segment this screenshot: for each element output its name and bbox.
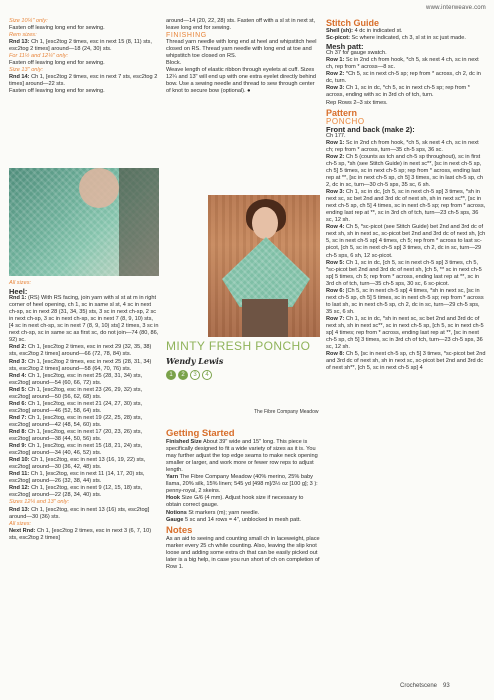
column-left-lower xyxy=(9,280,159,542)
instruction-text: Fasten off leaving long end for sewing. xyxy=(9,25,105,32)
instruction-paragraph xyxy=(166,18,320,32)
row-label: Gauge xyxy=(166,516,184,523)
instruction-paragraph xyxy=(9,344,159,358)
instruction-paragraph xyxy=(9,415,159,429)
instruction-text: Ch 1, sc in dc, [ch 5, sc in next ch-5 sp] 3 times, ch 5, *sc-picot bet 2nd and 3rd dc of next sh, [ch 5, ** sc in next ch-5 sp] 5 times, ch 5; rep from * across, ending last rep at **, sc in 3rd ch of tch, turn—35 ch-5 sps, 30 sc, 6 sc-picot. xyxy=(326,259,482,287)
instruction-text: About 39" wide and 15" long. This piece is specifically designed to fit a wide variety of sizes as it is. You may further adjust the top edge seams to make neck opening smaller or larger, and work more or fewer row reps to adjust length. xyxy=(166,439,318,474)
instruction-paragraph xyxy=(326,224,486,259)
size-label: All sizes: xyxy=(9,280,32,286)
row-label: Row 2: xyxy=(326,153,345,160)
row-label: Row 8: xyxy=(326,351,345,358)
instruction-text: Ch 5, *sc-picot (see Stitch Guide) bet 2nd and 3rd dc of next sh, sh in next sc, sc-picot bet 2nd and 3rd dc of next sh, [ch 5, sc in next ch-5 sp] 4 times, ch 5; rep from * across to last sc-picot, [ch 5, sc in next ch-5 sp] 3 times, ch 2, dc in sc, turn—29 ch-5 sps, 6 sh, 12 sc-picot. xyxy=(326,224,486,259)
instruction-paragraph xyxy=(9,88,159,95)
photo-sock-model xyxy=(9,168,159,276)
row-label: Rnd 2: xyxy=(9,344,27,351)
row-label: Shell (sh): xyxy=(326,28,354,35)
column-left xyxy=(9,18,159,96)
instruction-text: Ch 1, [esc2tog, esc in next 13 (16) sts, esc2tog] around—30 (36) sts. xyxy=(9,506,150,520)
instruction-text: Ch 1, [esc2tog, esc in next 19 (22, 25, 28) sts, esc2tog] around—42 (48, 54, 60) sts. xyxy=(9,414,143,428)
photo-poncho-model xyxy=(208,195,320,337)
mesh-patt-heading: Mesh patt: xyxy=(326,42,364,52)
row-label: Hook xyxy=(166,495,180,502)
section-subheading: Heel: xyxy=(9,287,28,297)
instruction-text: Ch 1, sc in dc, [ch 5, sc in next ch-5 sp] 3 times, *sh in next sc, sc bet 2nd and 3rd dc of next sh, sh in next sc**, [sc in next ch-5 sp, ch 5] 4 times, sc in next ch-5 sp; rep from * across, ending last rep at **, sc in 3rd ch of tch, turn—23 ch-5 sps, 36 sc, 12 sh. xyxy=(326,189,486,224)
instruction-text: Thread yarn needle with long end at heel and whipstitch heel closed on RS. Thread yarn needle with long end at toe and whipstitch toe closed on RS. xyxy=(166,39,317,60)
instruction-text: Ch 1, sc in dc, *sh in next sc, sc bet 2nd and 3rd dc of next sh, sh in next sc**, sc in next ch-5 sp, [ch 5, sc in next ch-5 sp] 4 times; rep from * across, ending last rep at **, [sc in next ch-5 sp, ch 5] 3 times, sc in 3rd ch of tch, turn—23 ch-5 sps, 36 sc, 12 sh. xyxy=(326,315,484,351)
skill-level-icon: 3 xyxy=(190,370,200,380)
row-label: Rnd 14: xyxy=(9,74,30,81)
finishing-instructions xyxy=(166,18,320,96)
poncho-subheading: PONCHO xyxy=(326,116,365,126)
instruction-paragraph xyxy=(9,25,159,32)
size-label: Size 10¼" only: xyxy=(9,18,48,24)
instruction-text: St markers (m); yarn needle. xyxy=(186,509,260,516)
stitch-guide-heading: Stitch Guide xyxy=(326,18,380,28)
instruction-text: [Ch 5, sc in next ch-5 sp] 4 times, *sh in next sc, [sc in next ch-5 sp, ch 5] 5 times, sc in next ch-5 sp; rep from * across to last sh, sc in next ch-5 sp, ch 2, dc in sc, turn—29 ch-5 sps, 35 sc, 6 sh. xyxy=(326,287,484,315)
stitch-guide xyxy=(326,28,486,42)
row-label: Yarn xyxy=(166,474,179,481)
material-item xyxy=(166,495,320,509)
instruction-paragraph xyxy=(166,39,320,60)
size-label: For 11½ and 12¼" only: xyxy=(9,53,69,60)
skill-level-icon: 2 xyxy=(178,370,188,380)
material-item xyxy=(166,439,320,474)
page-number: 93 xyxy=(443,683,450,689)
instruction-text: Rep Rows 2–3 six times. xyxy=(326,99,388,106)
instruction-text: Ch 1, [esc2tog 2 times, esc in next 15 (8, 11) sts, esc2tog 2 times] around—18 (24, 30) sts. xyxy=(9,39,152,53)
yarn-credit: The Fibre Company Meadow xyxy=(254,409,319,415)
row-label: Row 7: xyxy=(326,315,345,322)
skill-level-icon: 1 xyxy=(166,370,176,380)
instruction-paragraph xyxy=(9,443,159,457)
instruction-paragraph xyxy=(326,57,486,71)
row-label: Row 5: xyxy=(326,259,345,266)
row-label: Rnd 13: xyxy=(9,506,30,513)
row-label: Row 4: xyxy=(326,224,345,231)
instruction-text: Sc where indicated, ch 3, sl st in sc just made. xyxy=(349,35,466,42)
instruction-text: Fasten off leaving long end for sewing. xyxy=(9,60,105,67)
instruction-paragraph xyxy=(326,133,486,140)
instruction-paragraph xyxy=(326,316,486,351)
instruction-paragraph xyxy=(9,401,159,415)
heel-instructions xyxy=(9,280,159,542)
row-label: Rnd 12: xyxy=(9,485,30,492)
website-url[interactable]: www.interweave.com xyxy=(426,5,486,11)
instruction-text: 5 sc and 14 rows = 4", unblocked in mesh patt. xyxy=(183,516,301,523)
instruction-text: Ch 1, [esc2tog, esc in next 13 (16, 19, 22) sts, esc2tog] around—30 (36, 42, 48) sts. xyxy=(9,457,146,471)
instruction-paragraph xyxy=(166,67,320,95)
pattern-heading: Pattern xyxy=(326,107,358,118)
size-label: Sizes 12¼ and 13" only: xyxy=(9,499,70,506)
pattern-title-block xyxy=(166,340,316,380)
instruction-text: Ch 1, [esc2tog, esc in next 23 (26, 29, 32) sts, esc2tog] around—50 (56, 62, 68) sts. xyxy=(9,386,143,400)
instruction-text: Ch 5 (counts as tch and ch-5 sp throughout), sc in first ch-5 sp, *sh (see Stitch Guide) in next sc**, [sc in next ch-5 sp, ch 5] 5 times, sc in next ch-5 sp; rep from * across, ending last rep at **, [sc in next ch-5 sp, ch 5] 3 times, sc in last ch-5 sp, ch 2, dc in sc, turn—30 ch-5 sps, 35 sc, 6 sh. xyxy=(326,153,484,189)
page-footer xyxy=(400,683,450,689)
row-label: Rnd 7: xyxy=(9,414,27,421)
notes-heading: Notes xyxy=(166,524,193,536)
instruction-text: (RS) With RS facing, join yarn with sl st at m in right corner of heel opening, ch 1, sc in same sl st, 4 sc in next ch-sp, sc in next 28 (31, 34, 35) sts, 3 sc in next ch-sp, 2 sc in next ch-sp, 3 sc in next ch-sp, sc in next 7 (8, 9, 10) sts, [4 sc in next ch-sp, sc in next 7 (8, 9, 10) sts] 2 times, 3 sc in next ch-sp, sc in same sc as first sc, do not join—74 (80, 86, 92) sc. xyxy=(9,295,159,344)
instruction-text: Ch 1, [esc2tog 2 times, esc in next 3 (6, 7, 10) sts, esc2tog 2 times] xyxy=(9,527,152,541)
instruction-text: 4 dc in indicated st. xyxy=(353,28,403,35)
row-label: Rnd 4: xyxy=(9,372,27,379)
row-label: Rnd 3: xyxy=(9,358,27,365)
instruction-paragraph xyxy=(9,387,159,401)
instruction-paragraph xyxy=(326,154,486,189)
column-right xyxy=(326,18,486,372)
sock-instructions-top xyxy=(9,18,159,96)
instruction-text: Ch 1, [esc2tog, esc in next 25 (28, 31, 34) sts, esc2tog] around—54 (60, 66, 72) sts. xyxy=(9,372,143,386)
instruction-text: Sc in 2nd ch from hook, *ch 5, sk next 4 ch, sc in next ch, rep from * across—8 sc. xyxy=(326,57,479,71)
instruction-paragraph xyxy=(9,39,159,53)
getting-started-section xyxy=(166,430,320,571)
instruction-paragraph xyxy=(326,260,486,288)
instruction-text: Ch 1, [esc2tog, esc in next 15 (18, 21, 24) sts, esc2tog] around—34 (40, 46, 52) sts. xyxy=(9,443,143,457)
row-label: Row 2: xyxy=(326,71,345,78)
instruction-text: Sc in 2nd ch from hook, *ch 5, sk next 4 ch, sc in next ch; rep from * across, turn—35 ch-5 sps, 36 sc. xyxy=(326,139,479,153)
row-label: Row 6: xyxy=(326,287,345,294)
skill-level-icons xyxy=(166,370,316,380)
instruction-paragraph xyxy=(326,85,486,99)
instruction-text: *Ch 5, sc in next ch-5 sp; rep from * across, ch 2, dc in dc, turn. xyxy=(326,71,481,85)
row-label: Rnd 6: xyxy=(9,400,27,407)
pattern-title: MINTY FRESH PONCHO xyxy=(166,339,311,353)
row-label: Finished Size xyxy=(166,439,202,446)
instruction-text: Ch 177. xyxy=(326,132,346,139)
instruction-text: Ch 37 for gauge swatch. xyxy=(326,50,387,57)
stitch-definition xyxy=(326,28,486,35)
row-label: Row 3: xyxy=(326,189,345,196)
size-label: Size 13" only: xyxy=(9,67,44,74)
row-label: Rnd 5: xyxy=(9,386,27,393)
instruction-text: Ch 1, [esc2tog 2 times, esc in next 25 (28, 31, 34) sts, esc2tog 2 times] around—58 (64, 70, 76) sts. xyxy=(9,358,152,372)
row-label: Rnd 8: xyxy=(9,428,27,435)
instruction-paragraph xyxy=(9,485,159,499)
section-heading: FINISHING xyxy=(166,32,207,40)
instruction-text: Fasten off leaving long end for sewing. xyxy=(9,88,105,95)
instruction-text: Ch 5, [sc in next ch-5 sp, ch 5] 3 times, *sc-picot bet 2nd and 3rd dc of next sh, sh in next sc, sc-picot bet 2nd and 3rd dc of next sh**, [ch 5, sc in next ch-5 sp] 4 xyxy=(326,351,486,372)
instruction-text: Ch 1, [esc2tog 2 times, esc in next 7 sts, esc2tog 2 times] around—22 sts. xyxy=(9,74,158,88)
instruction-paragraph xyxy=(9,74,159,88)
row-label: Sc-picot: xyxy=(326,35,350,42)
instruction-text: Ch 1, [esc2tog, esc in next 9 (12, 15, 18) sts, esc2tog] around—22 (28, 34, 40) sts. xyxy=(9,485,143,499)
instruction-paragraph xyxy=(9,507,159,521)
instruction-paragraph xyxy=(326,50,486,57)
row-label: Rnd 9: xyxy=(9,443,27,450)
row-label: Rnd 13: xyxy=(9,39,30,46)
front-back-instructions xyxy=(326,133,486,373)
instruction-paragraph xyxy=(326,351,486,372)
mesh-pattern xyxy=(326,50,486,106)
instruction-text: Ch 1, [esc2tog 2 times, esc in next 29 (32, 35, 38) sts, esc2tog 2 times] around—66 (72, 78, 84) sts. xyxy=(9,344,152,358)
instruction-paragraph xyxy=(9,471,159,485)
instruction-paragraph xyxy=(166,60,320,67)
instruction-text: around—14 (20, 22, 28) sts. Fasten off with a sl st in next st, leave long end for sewing. xyxy=(166,18,316,32)
instruction-paragraph xyxy=(9,373,159,387)
row-label: Row 1: xyxy=(326,57,345,64)
instruction-paragraph xyxy=(9,359,159,373)
instruction-paragraph xyxy=(9,429,159,443)
size-label: Rem sizes: xyxy=(9,32,37,39)
instruction-text: Ch 1, [esc2tog, esc in next 11 (14, 17, 20) sts, esc2tog] around—26 (32, 38, 44) sts. xyxy=(9,471,145,485)
instruction-paragraph xyxy=(9,528,159,542)
row-label: Row 3: xyxy=(326,85,345,92)
instruction-paragraph xyxy=(9,295,159,344)
instruction-text: The Fibre Company Meadow (40% merino, 25% baby llama, 20% silk, 15% linen; 545 yd [498 m]/3½ oz [100 g]; 3 ): penny-royal, 2 skeins. xyxy=(166,474,318,495)
size-label: All sizes: xyxy=(9,520,32,527)
row-label: Rnd 10: xyxy=(9,457,30,464)
stitch-definition xyxy=(326,35,486,42)
row-label: Rnd 1: xyxy=(9,295,27,302)
notes-text: As an aid to seeing and counting small ch in laceweight, place marker every 25 ch while counting. Also, leaving the slip knot loose and adding some extra ch that can be easily picked out later is a big help, in case you run short of ch on completion of Row 1. xyxy=(166,535,320,570)
material-item xyxy=(166,517,320,524)
instruction-text: Size G/6 (4 mm). Adjust hook size if necessary to obtain correct gauge. xyxy=(166,495,304,509)
instruction-paragraph xyxy=(9,60,159,67)
getting-started-heading: Getting Started xyxy=(166,428,235,439)
magazine-name: Crochetscene xyxy=(400,683,438,689)
instruction-paragraph xyxy=(326,100,486,107)
instruction-text: Ch 1, [esc2tog, esc in next 17 (20, 23, 26) sts, esc2tog] around—38 (44, 50, 56) sts. xyxy=(9,428,143,443)
row-label: Row 1: xyxy=(326,139,345,146)
instruction-paragraph xyxy=(9,457,159,471)
row-label: Next Rnd: xyxy=(9,527,36,534)
row-label: Notions xyxy=(166,509,187,516)
instruction-text: Ch 1, sc in dc, *ch 5, sc in next ch-5 sp; rep from * across, ending with sc in 3rd ch of tch, turn. xyxy=(326,85,470,99)
instruction-text: Weave length of elastic ribbon through eyelets at cuff. Sizes 12¼ and 13" will end up with one extra eyelet directly behind bow. Use a sewing needle and thread to sew through center of knot to secure bow (optional). ● xyxy=(166,67,317,95)
front-back-heading: Front and back (make 2): xyxy=(326,124,415,134)
instruction-text: Block. xyxy=(166,60,182,67)
designer-name: Wendy Lewis xyxy=(166,356,224,366)
instruction-paragraph xyxy=(326,189,486,224)
column-middle xyxy=(166,18,320,96)
instruction-paragraph xyxy=(326,71,486,85)
instruction-text: Ch 1, [esc2tog, esc in next 21 (24, 27, 30) sts, esc2tog] around—46 (52, 58, 64) sts. xyxy=(9,400,143,414)
instruction-paragraph xyxy=(326,140,486,154)
instruction-paragraph xyxy=(326,288,486,316)
materials-list xyxy=(166,439,320,524)
material-item xyxy=(166,474,320,495)
skill-level-icon: 4 xyxy=(202,370,212,380)
row-label: Rnd 11: xyxy=(9,471,30,478)
material-item xyxy=(166,510,320,517)
